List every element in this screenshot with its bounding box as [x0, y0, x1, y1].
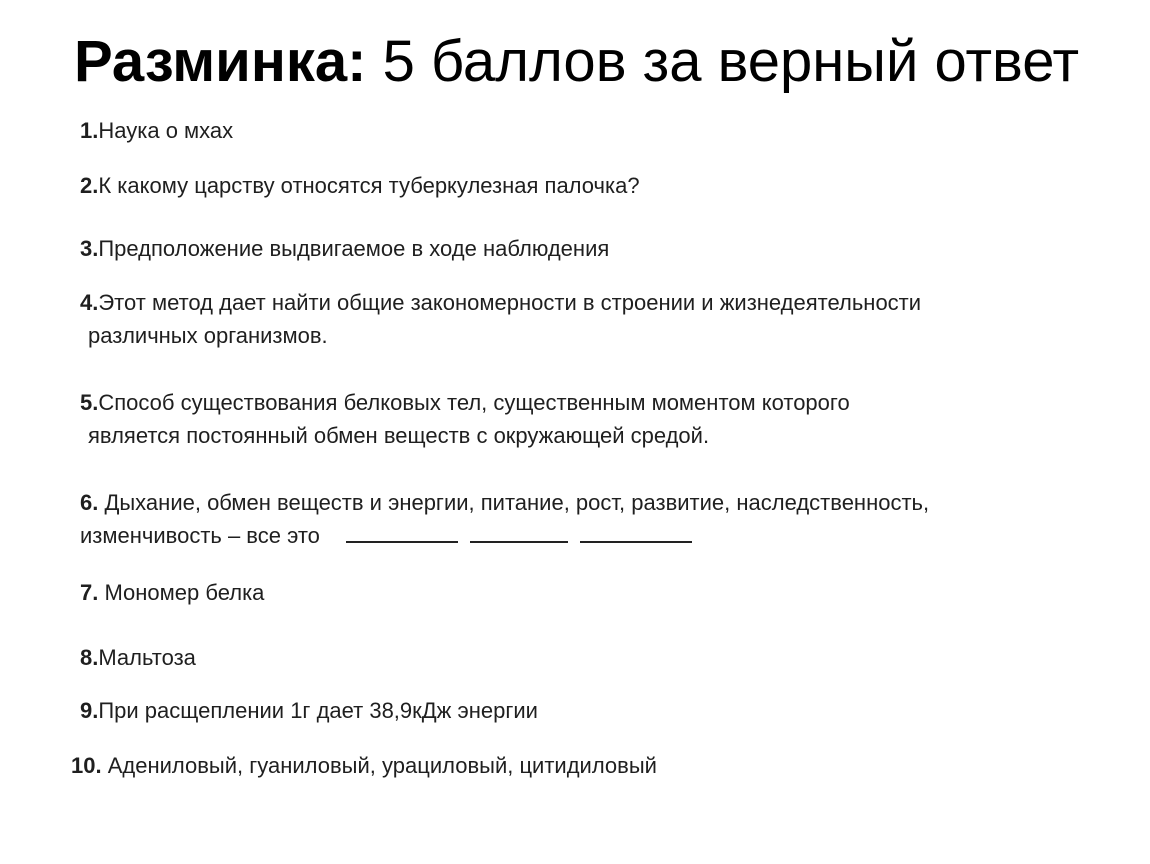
question-number: 2.	[80, 173, 99, 198]
question-number: 9.	[80, 698, 99, 723]
question-text-continued: является постоянный обмен веществ с окружающей средой.	[88, 423, 710, 448]
question-number: 5.	[80, 390, 99, 415]
question-4	[80, 286, 921, 319]
slide-title	[74, 26, 1079, 98]
question-6-line-2	[80, 519, 692, 552]
question-8	[80, 641, 196, 674]
question-text: При расщеплении 1г дает 38,9кДж энергии	[98, 698, 538, 723]
question-text: Наука о мхах	[98, 118, 234, 143]
question-number: 1.	[80, 118, 99, 143]
question-number: 7.	[80, 580, 99, 605]
question-10	[71, 749, 657, 782]
answer-blank-2	[470, 519, 568, 543]
question-4-line-2	[88, 319, 328, 352]
question-7	[80, 576, 264, 609]
question-text-continued: изменчивость – все это	[80, 523, 320, 548]
answer-blank-3	[580, 519, 692, 543]
title-rest: 5 баллов за верный ответ	[366, 29, 1080, 94]
title-bold: Разминка:	[74, 29, 367, 94]
question-5-line-2	[88, 419, 709, 452]
answer-blank-1	[346, 519, 458, 543]
question-number: 10.	[71, 753, 102, 778]
question-number: 3.	[80, 236, 99, 261]
question-text: Этот метод дает найти общие закономерности в строении и жизнедеятельности	[98, 290, 922, 315]
question-text: Предположение выдвигаемое в ходе наблюдения	[98, 236, 610, 261]
question-text: К какому царству относятся туберкулезная палочка?	[98, 173, 640, 198]
question-text: Адениловый, гуаниловый, урациловый, цитидиловый	[101, 753, 657, 778]
question-text: Способ существования белковых тел, существенным моментом которого	[98, 390, 850, 415]
question-2	[80, 169, 640, 202]
question-text: Мальтоза	[98, 645, 196, 670]
question-text-continued: различных организмов.	[88, 323, 328, 348]
question-number: 6.	[80, 490, 99, 515]
question-text: Дыхание, обмен веществ и энергии, питание, рост, развитие, наследственность,	[98, 490, 930, 515]
question-3	[80, 232, 609, 265]
question-9	[80, 694, 538, 727]
question-6	[80, 486, 929, 519]
question-text: Мономер белка	[98, 580, 265, 605]
question-5	[80, 386, 850, 419]
question-number: 4.	[80, 290, 99, 315]
question-1	[80, 114, 233, 147]
question-number: 8.	[80, 645, 99, 670]
